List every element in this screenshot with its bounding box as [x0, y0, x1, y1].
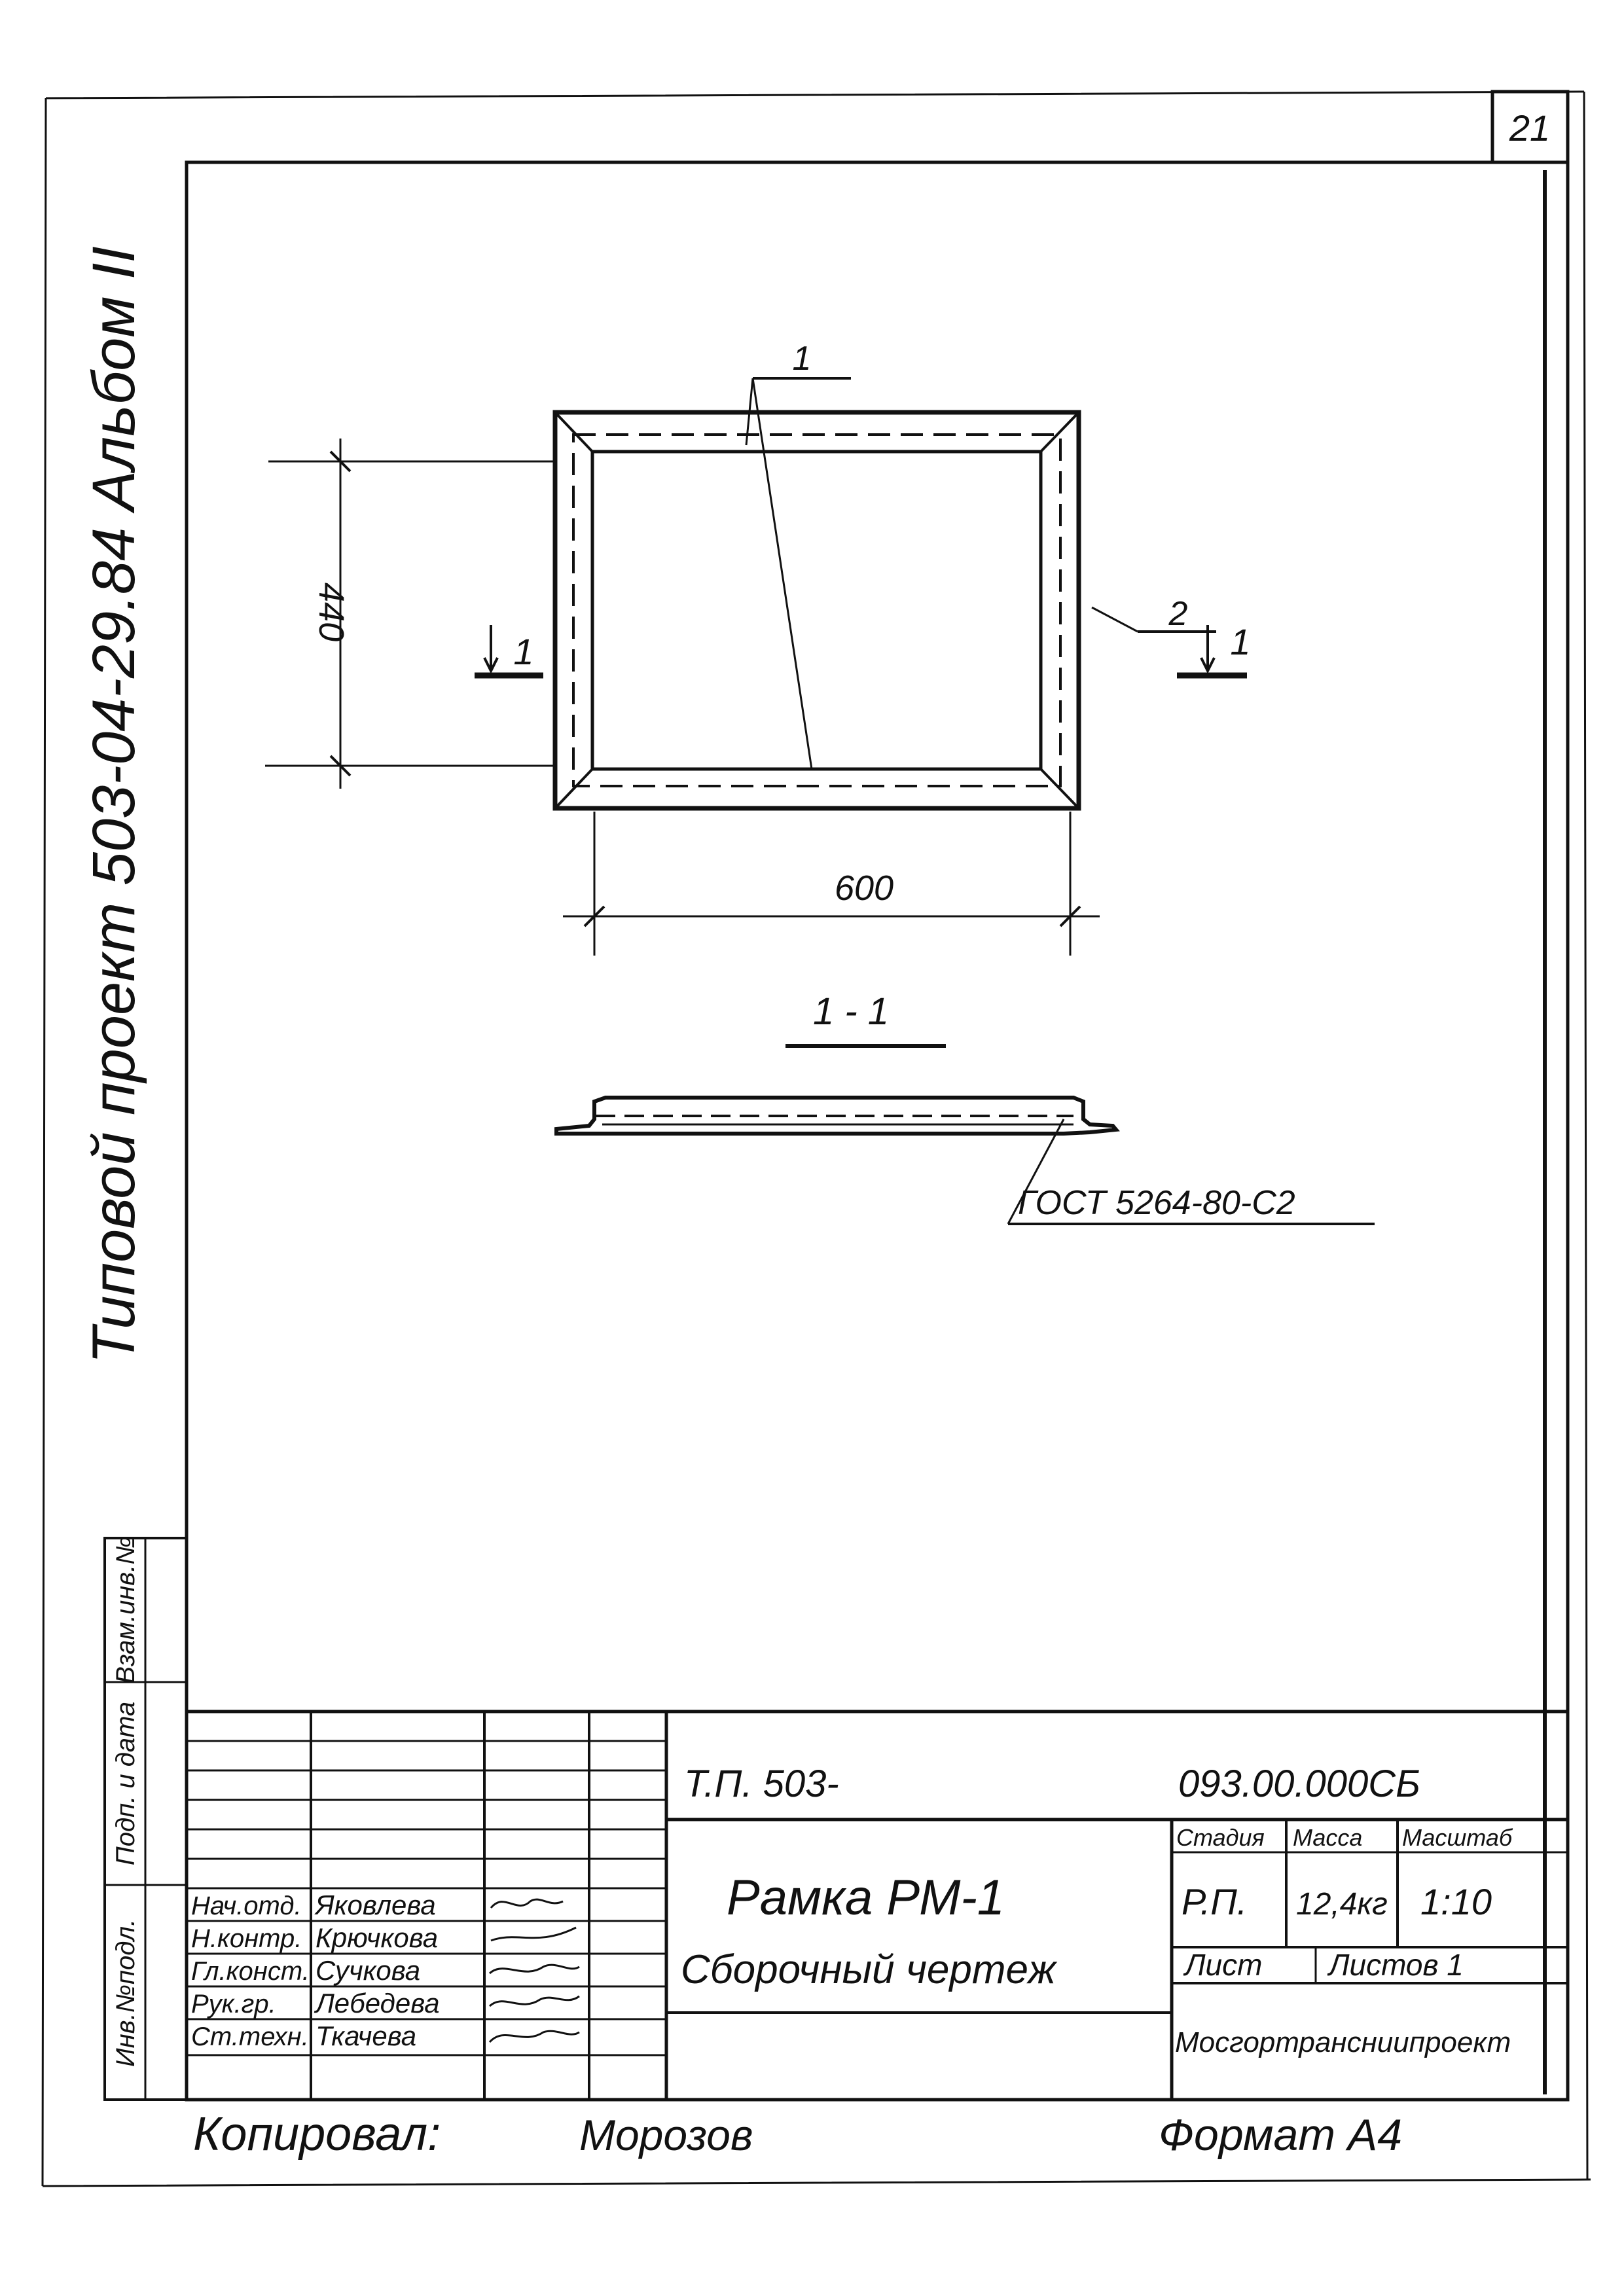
section-marker-right — [1177, 621, 1251, 675]
copier-signature: Морозов — [579, 2111, 753, 2159]
sheet-number: 21 — [1509, 107, 1551, 149]
callout-2 — [1092, 595, 1216, 633]
name-line1: Рамка РМ-1 — [727, 1870, 1005, 1926]
signature-rows — [191, 1890, 440, 2051]
dim-width-label: 600 — [834, 869, 894, 908]
sig-role-3: Рук.гр. — [191, 1990, 276, 2018]
sig-role-4: Ст.техн. — [191, 2022, 309, 2051]
inv-podl-label: Инв.№подл. — [111, 1919, 140, 2067]
section-title: 1 - 1 — [812, 990, 890, 1033]
section-right-label: 1 — [1230, 621, 1251, 662]
title-block — [187, 1712, 1568, 2100]
sig-name-4: Ткачева — [316, 2020, 417, 2051]
sig-name-1: Крючкова — [316, 1922, 439, 1953]
weld-note-text: ГОСТ 5264-80-С2 — [1018, 1184, 1295, 1222]
dimension-width — [563, 812, 1100, 956]
mass-value: 12,4кг — [1296, 1887, 1388, 1922]
callout-1 — [746, 340, 851, 769]
sig-name-2: Сучкова — [316, 1955, 421, 1986]
stage-value: Р.П. — [1182, 1881, 1248, 1922]
copied-by-label: Копировал: — [193, 2108, 441, 2161]
name-line2: Сборочный чертеж — [681, 1947, 1056, 1992]
callout-2-label: 2 — [1168, 595, 1188, 633]
dim-height-label: 440 — [312, 582, 351, 642]
callout-1-label: 1 — [792, 340, 812, 378]
dimension-height — [265, 439, 556, 789]
sig-name-3: Лебедева — [316, 1988, 440, 2018]
sig-role-1: Н.контр. — [191, 1924, 302, 1953]
sig-name-0: Яковлева — [316, 1890, 436, 1920]
mass-label: Масса — [1293, 1824, 1363, 1851]
sheets-label: Листов 1 — [1329, 1948, 1464, 1982]
section-1-1 — [556, 990, 1116, 1134]
podp-data-label: Подп. и дата — [111, 1701, 140, 1866]
organization: Мосгортрансниипроект — [1175, 2026, 1511, 2058]
sheet-label: Лист — [1185, 1948, 1263, 1982]
section-marker-left — [475, 625, 543, 675]
doc-code: 093.00.000СБ — [1178, 1763, 1420, 1805]
format-label: Формат А4 — [1159, 2110, 1403, 2160]
stage-label: Стадия — [1176, 1824, 1265, 1851]
section-left-label: 1 — [513, 631, 534, 672]
frame-plan-view — [555, 412, 1079, 808]
scale-label: Масштаб — [1402, 1824, 1513, 1851]
scale-value: 1:10 — [1420, 1881, 1492, 1922]
sig-role-0: Нач.отд. — [191, 1892, 302, 1920]
vzam-inv-label: Взам.инв.№ — [111, 1536, 140, 1684]
project-code: Т.П. 503- — [684, 1763, 839, 1805]
side-title: Типовой проект 503-04-29.84 Альбом II — [81, 246, 147, 1364]
sig-role-2: Гл.конст. — [191, 1957, 310, 1986]
